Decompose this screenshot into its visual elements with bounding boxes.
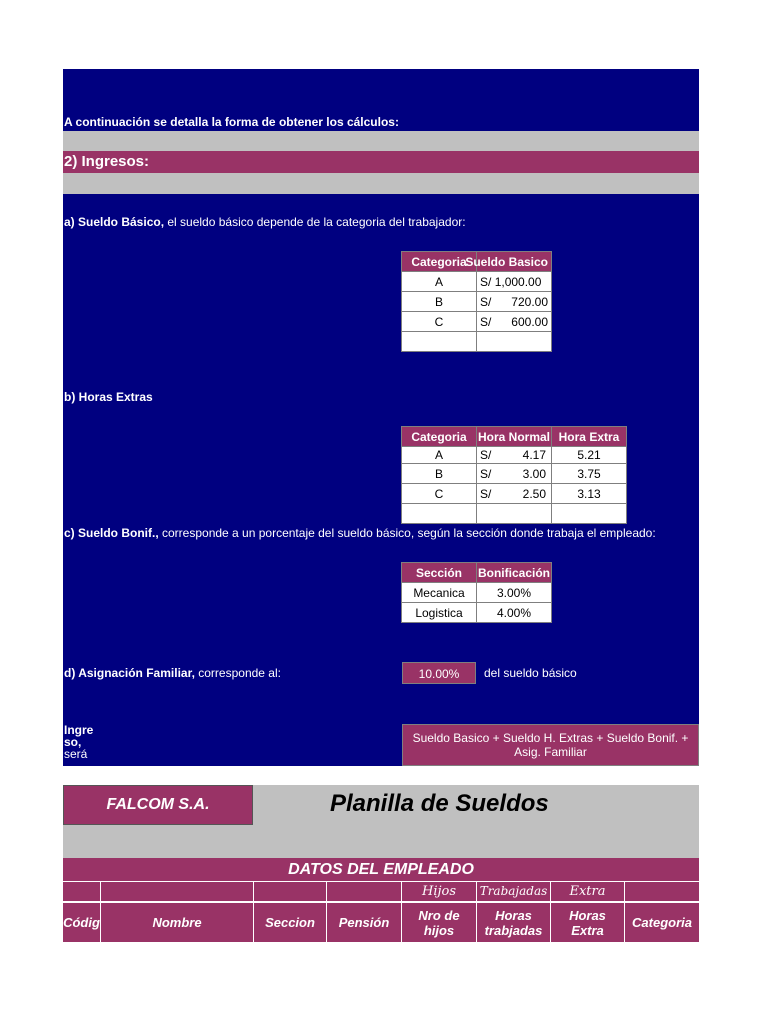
section-d-desc: corresponde al: — [194, 666, 281, 680]
section-c-text — [64, 526, 656, 540]
table-row — [402, 292, 552, 312]
table-row — [402, 603, 552, 623]
sub-header-cell — [254, 882, 327, 901]
table-header-row — [402, 427, 627, 447]
cell-category: C — [402, 312, 477, 332]
cell-section: Logistica — [402, 603, 477, 623]
sub-header-cell: Extra — [551, 882, 625, 901]
group-header-text: DATOS DEL EMPLEADO — [288, 860, 474, 878]
col-header: Categoria — [402, 427, 477, 447]
cell-extra: 3.75 — [552, 464, 627, 484]
table-header-row — [402, 563, 552, 583]
table-row — [402, 272, 552, 292]
sub-header-cell — [625, 882, 699, 901]
ingreso-line: será — [64, 747, 88, 761]
ingreso-formula — [402, 724, 699, 766]
cell-category: A — [402, 447, 477, 464]
col-header-seccion[interactable]: Seccion — [254, 903, 327, 942]
table-header-row — [402, 252, 552, 272]
sub-header-cell — [101, 882, 254, 901]
cell-category: B — [402, 464, 477, 484]
col-header: Hora Extra — [552, 427, 627, 447]
ingreso-line: Ingre — [64, 723, 94, 737]
sub-header-cell — [63, 882, 101, 901]
col-header-horas-extra[interactable]: Horas Extra — [551, 903, 625, 942]
cell-salary: S/ 600.00 — [477, 312, 552, 332]
section-c-label: c) Sueldo Bonif., — [64, 526, 159, 540]
table-row — [402, 484, 627, 504]
sub-header-cell — [327, 882, 402, 901]
col-header: Sección — [402, 563, 477, 583]
cell-extra: 3.13 — [552, 484, 627, 504]
column-header-row — [63, 902, 699, 942]
col-header-categoria[interactable]: Categoria — [632, 915, 692, 930]
formula-text: Sueldo Basico + Sueldo H. Extras + Sueldo Bonif. + Asig. Familiar — [412, 731, 689, 759]
section-a-label: a) Sueldo Básico, — [64, 215, 165, 229]
ingreso-line: so, — [64, 735, 82, 749]
section-header — [63, 151, 699, 173]
table-row-empty — [402, 504, 627, 524]
col-header: Categoria — [402, 252, 477, 272]
cell-category: C — [402, 484, 477, 504]
bonificacion-table — [401, 562, 552, 623]
cell-normal: S/ 2.50 — [477, 484, 552, 504]
section-c-desc: corresponde a un porcentaje del sueldo básico, según la sección donde trabaja el empleado: — [158, 526, 656, 540]
cell-percent: 4.00% — [477, 603, 552, 623]
gray-band-bottom — [63, 173, 699, 194]
section-title: 2) Ingresos: — [64, 153, 150, 170]
col-header: Bonificación — [477, 563, 552, 583]
gray-band-top — [63, 131, 699, 151]
col-header: Sueldo Basico — [477, 252, 552, 272]
col-header: Hora Normal — [477, 427, 552, 447]
col-header-pension[interactable]: Pensión — [327, 903, 402, 942]
cell-category: A — [402, 272, 477, 292]
company-name: FALCOM S.A. — [106, 796, 210, 813]
sub-header-cell: Hijos — [402, 882, 477, 901]
sueldo-basico-table — [401, 251, 552, 352]
cell-salary: S/ 1,000.00 — [477, 272, 552, 292]
ingreso-label — [64, 724, 93, 760]
col-header-hijos[interactable]: Nro de hijos — [402, 903, 477, 942]
section-b-label: b) Horas Extras — [64, 390, 153, 404]
col-header-horas-trabajadas[interactable]: Horas trabjadas — [477, 903, 551, 942]
company-name-box — [63, 785, 253, 825]
table-row — [402, 312, 552, 332]
section-d-text — [64, 666, 281, 680]
sheet-title: Planilla de Sueldos — [330, 790, 549, 817]
sub-header-row — [63, 882, 699, 901]
table-row — [402, 464, 627, 484]
sub-header-cell: Trabajadas — [477, 882, 551, 901]
asignacion-suffix: del sueldo básico — [484, 666, 577, 680]
table-row — [402, 583, 552, 603]
table-row-empty — [402, 332, 552, 352]
col-header-codigo[interactable]: Códig — [63, 903, 101, 942]
intro-text: A continuación se detalla la forma de obtener los cálculos: — [64, 115, 399, 129]
cell-extra: 5.21 — [552, 447, 627, 464]
section-d-label: d) Asignación Familiar, — [64, 666, 195, 680]
horas-extras-table — [401, 426, 627, 524]
cell-category: B — [402, 292, 477, 312]
section-a-desc: el sueldo básico depende de la categoria del trabajador: — [164, 215, 466, 229]
cell-normal: S/ 4.17 — [477, 447, 552, 464]
section-a-text — [64, 215, 466, 229]
asignacion-value: 10.00% — [402, 662, 476, 684]
cell-normal: S/ 3.00 — [477, 464, 552, 484]
table-row — [402, 447, 627, 464]
cell-percent: 3.00% — [477, 583, 552, 603]
group-header — [63, 858, 699, 882]
cell-section: Mecanica — [402, 583, 477, 603]
cell-salary: S/ 720.00 — [477, 292, 552, 312]
col-header-nombre[interactable]: Nombre — [101, 903, 254, 942]
